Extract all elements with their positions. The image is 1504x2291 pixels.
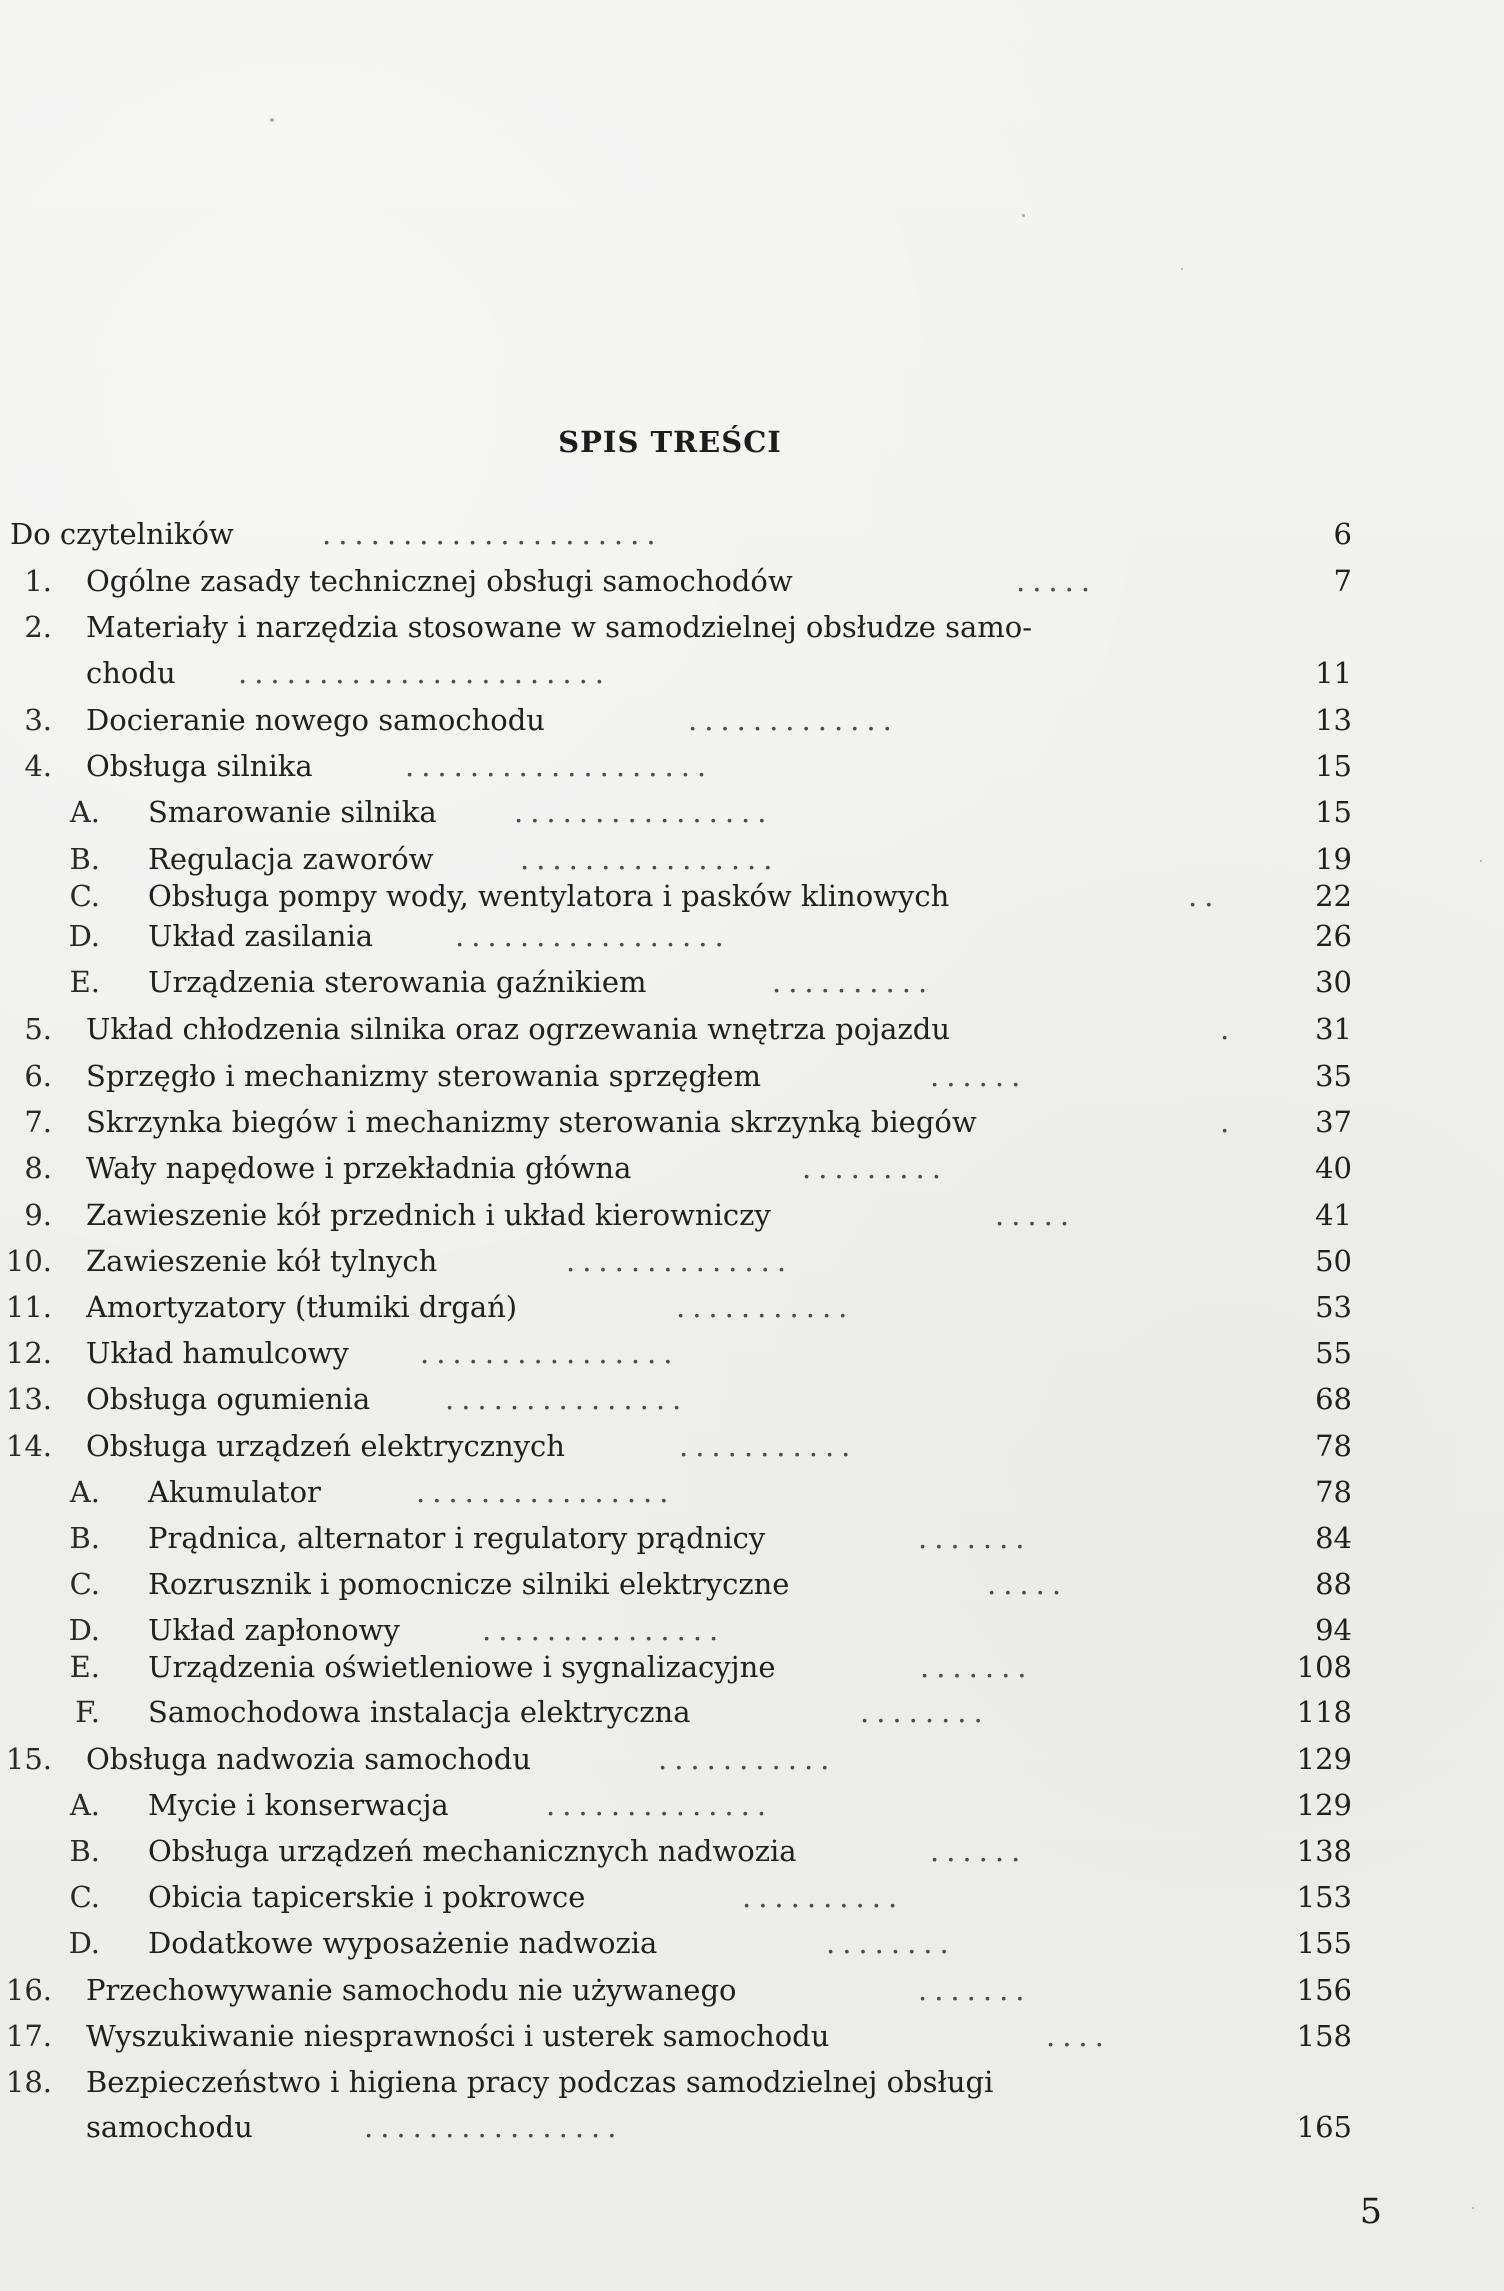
paper-speck <box>270 118 274 122</box>
entry-number: C. <box>69 1880 100 1914</box>
entry-number: F. <box>75 1695 100 1729</box>
entry-label: Docieranie nowego samochodu <box>86 703 545 737</box>
entry-label: Obsługa urządzeń mechanicznych nadwozia <box>148 1834 797 1868</box>
entry-number: E. <box>69 965 100 999</box>
entry-page-number: 41 <box>1315 1198 1352 1232</box>
paper-speck <box>1022 214 1025 217</box>
entry-number: 13. <box>5 1382 52 1416</box>
entry-page-number: 88 <box>1315 1567 1352 1601</box>
entry-page-number: 11 <box>1315 656 1352 690</box>
entry-page-number: 53 <box>1315 1290 1352 1324</box>
entry-number: 11. <box>5 1290 52 1324</box>
entry-number: 8. <box>24 1151 52 1185</box>
entry-page-number: 31 <box>1315 1012 1352 1046</box>
entry-label: Regulacja zaworów <box>148 842 434 876</box>
entry-label: Obsługa ogumienia <box>86 1382 371 1416</box>
entry-number: A. <box>69 795 100 829</box>
entry-label: Obsługa urządzeń elektrycznych <box>86 1429 565 1463</box>
entry-number: 12. <box>5 1336 52 1370</box>
entry-page-number: 78 <box>1315 1429 1352 1463</box>
entry-page-number: 129 <box>1296 1788 1352 1822</box>
entry-page-number: 7 <box>1333 564 1352 598</box>
leader-dots: ....... <box>920 1653 1034 1682</box>
entry-label: Wały napędowe i przekładnia główna <box>86 1151 632 1185</box>
entry-label: Obsługa silnika <box>86 749 313 783</box>
leader-dots: ............... <box>482 1616 726 1645</box>
leader-dots: ..................... <box>322 520 663 549</box>
leader-dots: ......... <box>802 1154 948 1183</box>
entry-page-number: 6 <box>1333 517 1352 551</box>
leader-dots: .... <box>1046 2022 1111 2051</box>
entry-number: 18. <box>5 2065 52 2099</box>
entry-page-number: 55 <box>1315 1336 1352 1370</box>
leader-dots: .. <box>1188 882 1221 911</box>
entry-page-number: 153 <box>1296 1880 1352 1914</box>
leader-dots: ........ <box>860 1698 990 1727</box>
entry-page-number: 19 <box>1315 842 1352 876</box>
leader-dots: ................ <box>364 2113 624 2142</box>
entry-label: Układ hamulcowy <box>86 1336 349 1370</box>
entry-page-number: 165 <box>1296 2110 1352 2144</box>
entry-label: Amortyzatory (tłumiki drgań) <box>86 1290 518 1324</box>
leader-dots: .............. <box>566 1247 794 1276</box>
leader-dots: ................ <box>420 1339 680 1368</box>
entry-number: 3. <box>24 703 52 737</box>
leader-dots: ................ <box>416 1478 676 1507</box>
leader-dots: ............... <box>445 1385 689 1414</box>
entry-page-number: 156 <box>1296 1973 1352 2007</box>
leader-dots: ................... <box>405 752 714 781</box>
entry-label: Materiały i narzędzia stosowane w samodzielnej obsłudze samo- <box>86 610 1033 644</box>
entry-label: Skrzynka biegów i mechanizmy sterowania skrzynką biegów <box>86 1105 977 1139</box>
entry-label: Układ zapłonowy <box>148 1613 400 1647</box>
leader-dots: ..... <box>987 1570 1069 1599</box>
entry-label: Smarowanie silnika <box>148 795 437 829</box>
leader-dots: ........ <box>826 1929 956 1958</box>
entry-number: 7. <box>24 1105 52 1139</box>
entry-number: D. <box>68 919 100 953</box>
paper-speck <box>1480 860 1482 862</box>
entry-number: 6. <box>24 1059 52 1093</box>
entry-number: B. <box>69 842 100 876</box>
entry-page-number: 26 <box>1315 919 1352 953</box>
leader-dots: . <box>1220 1108 1237 1137</box>
entry-number: 1. <box>24 564 52 598</box>
entry-label: Urządzenia sterowania gaźnikiem <box>148 965 647 999</box>
entry-page-number: 35 <box>1315 1059 1352 1093</box>
entry-number: B. <box>69 1834 100 1868</box>
leader-dots: ................ <box>514 798 774 827</box>
entry-label: Układ zasilania <box>148 919 374 953</box>
entry-page-number: 129 <box>1296 1742 1352 1776</box>
leader-dots: ..... <box>995 1201 1077 1230</box>
entry-label: Mycie i konserwacja <box>148 1788 449 1822</box>
entry-number: A. <box>69 1475 100 1509</box>
entry-page-number: 84 <box>1315 1521 1352 1555</box>
leader-dots: ........... <box>679 1432 858 1461</box>
entry-label: Sprzęgło i mechanizmy sterowania sprzęgłem <box>86 1059 762 1093</box>
entry-page-number: 37 <box>1315 1105 1352 1139</box>
entry-label: Prądnica, alternator i regulatory prądnicy <box>148 1521 766 1555</box>
entry-continuation: samochodu <box>86 2110 253 2144</box>
entry-label: Samochodowa instalacja elektryczna <box>148 1695 691 1729</box>
entry-number: 14. <box>5 1429 52 1463</box>
entry-number: B. <box>69 1521 100 1555</box>
entry-page-number: 118 <box>1296 1695 1352 1729</box>
entry-number: 9. <box>24 1198 52 1232</box>
leader-dots: ....... <box>918 1524 1032 1553</box>
page-number: 5 <box>1359 2192 1382 2232</box>
leader-dots: ........... <box>676 1293 855 1322</box>
entry-label: Wyszukiwanie niesprawności i usterek samochodu <box>86 2019 830 2053</box>
entry-page-number: 155 <box>1296 1926 1352 1960</box>
entry-number: 4. <box>24 749 52 783</box>
entry-page-number: 40 <box>1315 1151 1352 1185</box>
page-title: SPIS TREŚCI <box>558 425 782 459</box>
table-of-contents <box>0 517 1504 2144</box>
entry-number: C. <box>69 1567 100 1601</box>
entry-page-number: 108 <box>1296 1650 1352 1684</box>
entry-label: Przechowywanie samochodu nie używanego <box>86 1973 737 2007</box>
entry-page-number: 50 <box>1315 1244 1352 1278</box>
entry-page-number: 30 <box>1315 965 1352 999</box>
leader-dots: ...... <box>930 1062 1028 1091</box>
leader-dots: ....................... <box>238 659 612 688</box>
entry-label: Rozrusznik i pomocnicze silniki elektryczne <box>148 1567 790 1601</box>
leader-dots: . <box>1220 1015 1237 1044</box>
entry-number: 15. <box>5 1742 52 1776</box>
entry-number: 10. <box>5 1244 52 1278</box>
entry-label: Układ chłodzenia silnika oraz ogrzewania wnętrza pojazdu <box>86 1012 950 1046</box>
entry-number: A. <box>69 1788 100 1822</box>
entry-continuation: chodu <box>86 656 176 690</box>
leader-dots: ................. <box>455 922 731 951</box>
entry-label: Zawieszenie kół przednich i układ kierowniczy <box>86 1198 771 1232</box>
entry-page-number: 22 <box>1315 879 1352 913</box>
entry-label: Dodatkowe wyposażenie nadwozia <box>148 1926 658 1960</box>
entry-page-number: 94 <box>1315 1613 1352 1647</box>
leader-dots: .............. <box>546 1791 774 1820</box>
entry-number: 5. <box>24 1012 52 1046</box>
leader-dots: .......... <box>742 1883 905 1912</box>
entry-label: Urządzenia oświetleniowe i sygnalizacyjne <box>148 1650 776 1684</box>
entry-number: C. <box>69 879 100 913</box>
paper-speck <box>1472 2207 1474 2209</box>
entry-number: D. <box>68 1926 100 1960</box>
entry-page-number: 13 <box>1315 703 1352 737</box>
entry-page-number: 68 <box>1315 1382 1352 1416</box>
entry-label: Obsługa nadwozia samochodu <box>86 1742 531 1776</box>
leader-dots: ................ <box>520 845 780 874</box>
entry-label: Obsługa pompy wody, wentylatora i pasków klinowych <box>148 879 950 913</box>
entry-page-number: 15 <box>1315 795 1352 829</box>
entry-page-number: 138 <box>1296 1834 1352 1868</box>
leader-dots: ..... <box>1016 567 1098 596</box>
entry-page-number: 158 <box>1296 2019 1352 2053</box>
leader-dots: ...... <box>930 1837 1028 1866</box>
entry-number: 17. <box>5 2019 52 2053</box>
leader-dots: ............. <box>688 706 899 735</box>
entry-number: 2. <box>24 610 52 644</box>
entry-label: Akumulator <box>148 1475 321 1509</box>
entry-number: 16. <box>5 1973 52 2007</box>
entry-label: Obicia tapicerskie i pokrowce <box>148 1880 586 1914</box>
leader-dots: ........... <box>658 1745 837 1774</box>
entry-number: E. <box>69 1650 100 1684</box>
entry-page-number: 15 <box>1315 749 1352 783</box>
entry-label: Zawieszenie kół tylnych <box>86 1244 438 1278</box>
entry-label: Do czytelników <box>10 517 234 551</box>
entry-number: D. <box>68 1613 100 1647</box>
leader-dots: .......... <box>772 968 935 997</box>
paper-speck <box>1181 268 1183 270</box>
entry-page-number: 78 <box>1315 1475 1352 1509</box>
entry-label: Bezpieczeństwo i higiena pracy podczas samodzielnej obsługi <box>86 2065 994 2099</box>
leader-dots: ....... <box>918 1976 1032 2005</box>
entry-label: Ogólne zasady technicznej obsługi samochodów <box>86 564 793 598</box>
